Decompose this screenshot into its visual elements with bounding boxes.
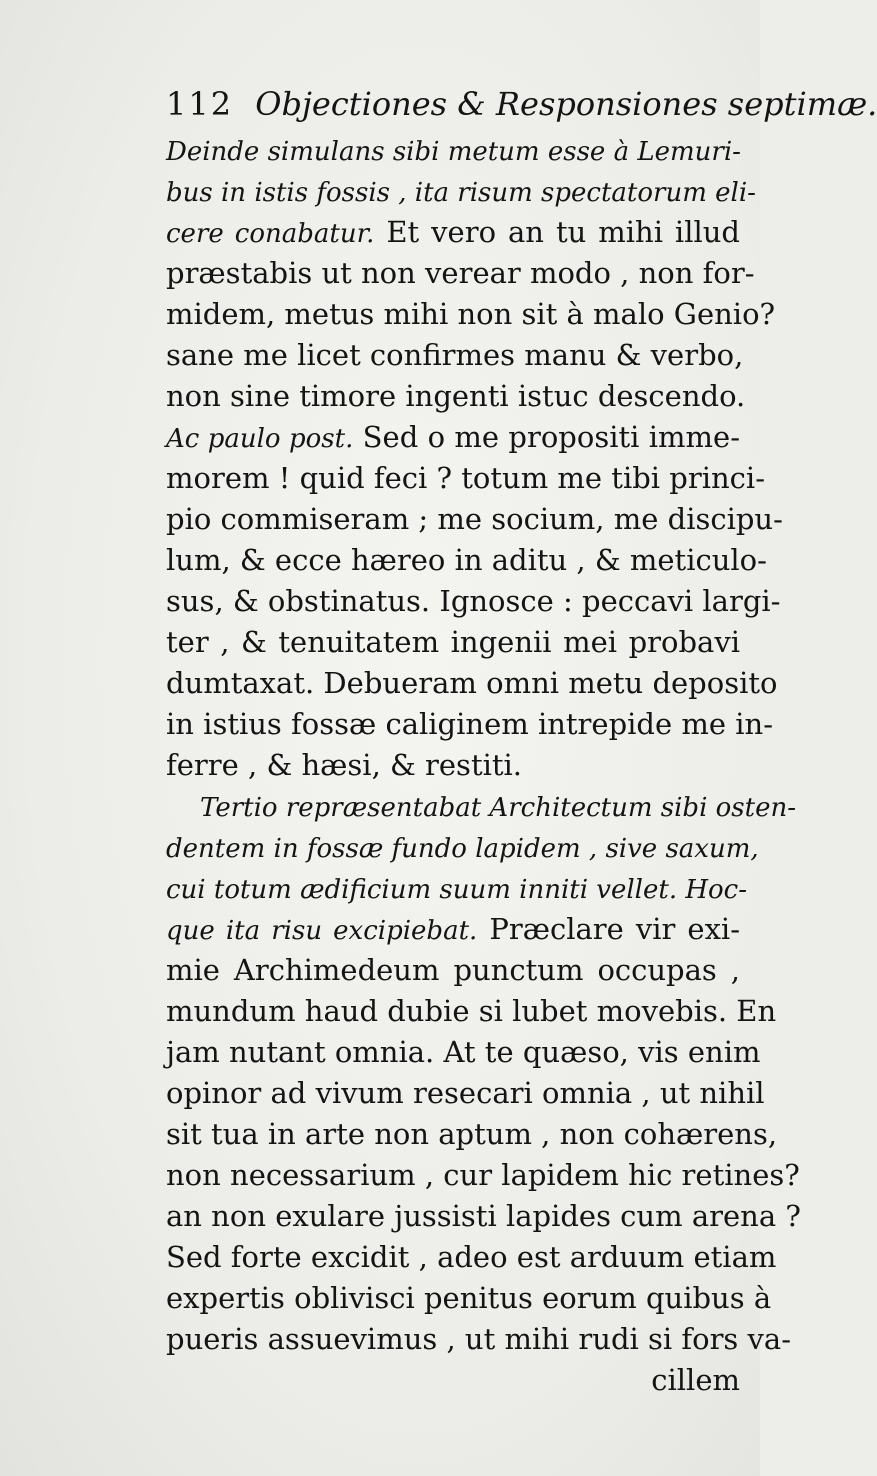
roman-segment: Sed o me propositi imme- xyxy=(353,420,740,454)
roman-segment: morem ! quid feci ? totum me tibi princi- xyxy=(166,461,765,495)
text-line xyxy=(166,253,755,294)
text-line xyxy=(166,663,778,704)
text-line xyxy=(166,335,744,376)
roman-segment: an non exulare jussisti lapides cum arena ? xyxy=(166,1199,801,1233)
text-line xyxy=(166,417,740,458)
text-line xyxy=(166,950,740,991)
roman-segment: ferre , & hæsi, & restiti. xyxy=(166,748,523,782)
roman-segment: sit tua in arte non aptum , non cohærens, xyxy=(166,1117,778,1151)
italic-segment: que ita risu excipiebat. xyxy=(166,916,478,946)
page-header xyxy=(166,78,877,130)
roman-segment: lum, & ecce hæreo in aditu , & meticulo- xyxy=(166,543,767,577)
text-line xyxy=(166,745,740,786)
roman-segment: expertis oblivisci penitus eorum quibus à xyxy=(166,1281,772,1315)
italic-segment: bus in istis fossis , ita risum spectatorum eli- xyxy=(166,178,756,208)
roman-segment: sus, & obstinatus. Ignosce : peccavi largi- xyxy=(166,584,781,618)
text-line xyxy=(166,212,740,253)
roman-segment: pio commiseram ; me socium, me discipu- xyxy=(166,502,783,536)
roman-segment: sane me licet confirmes manu & verbo, xyxy=(166,338,744,372)
roman-segment: midem, metus mihi non sit à malo Genio? xyxy=(166,297,776,331)
text-line xyxy=(166,1114,778,1155)
roman-segment: pueris assuevimus , ut mihi rudi si fors va- xyxy=(166,1322,792,1356)
text-line xyxy=(166,171,756,212)
roman-segment: non sine timore ingenti istuc descendo. xyxy=(166,379,746,413)
body-text xyxy=(166,130,801,1401)
text-line xyxy=(166,1032,761,1073)
italic-segment: dentem in fossæ fundo lapidem , sive saxum, xyxy=(166,834,759,864)
text-line xyxy=(166,376,746,417)
italic-segment: cui totum ædificium suum inniti vellet. Hoc- xyxy=(166,875,748,905)
roman-segment: opinor ad vivum resecari omnia , ut nihil xyxy=(166,1076,765,1110)
italic-segment: Tertio repræsentabat Architectum sibi osten- xyxy=(200,793,797,823)
roman-segment: non necessarium , cur lapidem hic retines? xyxy=(166,1158,800,1192)
roman-segment: Præclare vir exi- xyxy=(477,912,740,946)
text-line xyxy=(166,1196,801,1237)
text-line xyxy=(166,294,776,335)
text-line xyxy=(166,868,748,909)
running-title: Objectiones & Responsiones septimæ. xyxy=(255,85,877,123)
text-line xyxy=(166,540,767,581)
text-line xyxy=(166,622,740,663)
page-number: 112 xyxy=(166,85,234,123)
text-line xyxy=(166,1278,772,1319)
roman-segment: dumtaxat. Debueram omni metu deposito xyxy=(166,666,778,700)
text-line xyxy=(166,991,777,1032)
italic-segment: cere conabatur. xyxy=(166,219,375,249)
roman-segment: Et vero an tu mihi illud xyxy=(374,215,740,249)
text-line xyxy=(166,1319,792,1360)
text-line xyxy=(166,130,740,171)
text-line xyxy=(166,1237,777,1278)
text-line xyxy=(166,581,781,622)
text-line xyxy=(166,827,759,868)
roman-segment: ter , & tenuitatem ingenii mei probavi xyxy=(166,625,740,659)
text-line xyxy=(166,1073,765,1114)
text-line xyxy=(166,458,765,499)
text-line xyxy=(166,786,797,827)
roman-segment: mundum haud dubie si lubet movebis. En xyxy=(166,994,777,1028)
roman-segment: mie Archimedeum punctum occupas , xyxy=(166,953,740,987)
roman-segment: cillem xyxy=(651,1363,740,1397)
text-line xyxy=(166,1155,800,1196)
text-line xyxy=(166,909,740,950)
roman-segment: in istius fossæ caliginem intrepide me in- xyxy=(166,707,773,741)
roman-segment: Sed forte excidit , adeo est arduum etiam xyxy=(166,1240,777,1274)
text-line xyxy=(166,499,783,540)
roman-segment: jam nutant omnia. At te quæso, vis enim xyxy=(166,1035,761,1069)
italic-segment: Ac paulo post. xyxy=(166,424,354,454)
roman-segment: præstabis ut non verear modo , non for- xyxy=(166,256,755,290)
text-block xyxy=(166,78,877,1401)
italic-segment: Deinde simulans sibi metum esse à Lemuri- xyxy=(166,137,741,167)
catchword xyxy=(166,1360,740,1401)
text-line xyxy=(166,704,773,745)
